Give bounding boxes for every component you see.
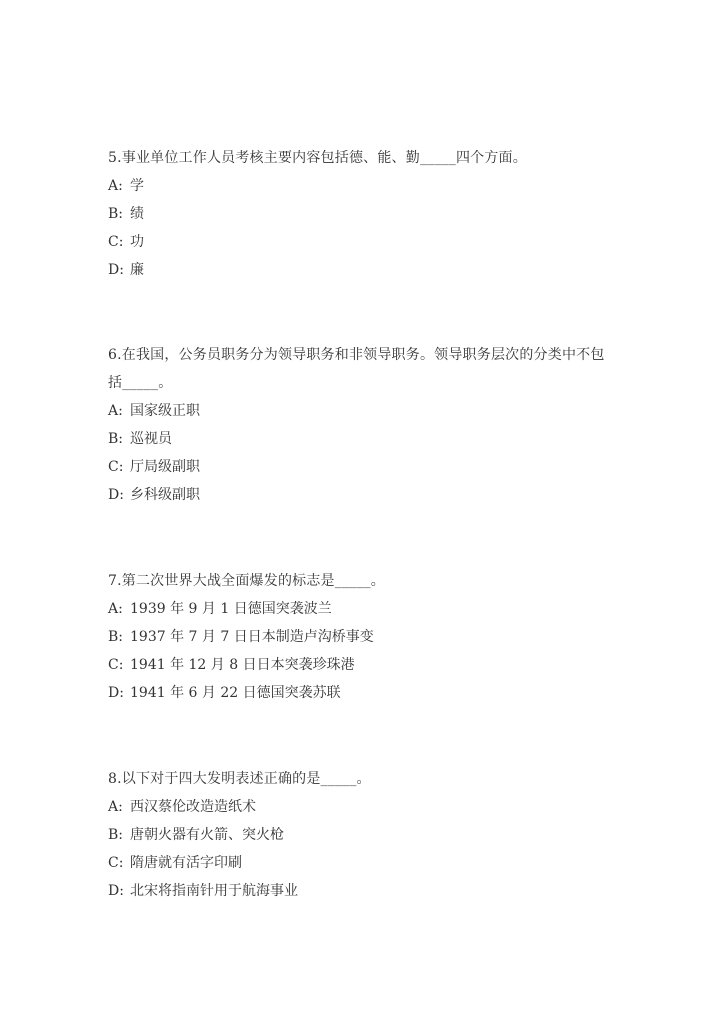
- question-stem: 5.事业单位工作人员考核主要内容包括德、能、勤_____四个方面。: [108, 150, 527, 166]
- option-d: [108, 679, 618, 707]
- option-text: 1941 年 6 月 22 日德国突袭苏联: [130, 685, 341, 701]
- question-stem: 7.第二次世界大战全面爆发的标志是_____。: [108, 573, 385, 589]
- option-letter: D:: [108, 685, 124, 701]
- option-letter: A:: [108, 403, 123, 419]
- option-c: [108, 651, 618, 679]
- option-a: [108, 172, 618, 200]
- option-letter: A:: [108, 601, 123, 617]
- option-text: 1941 年 12 月 8 日日本突袭珍珠港: [130, 657, 355, 673]
- question-8: [108, 765, 618, 905]
- option-letter: D:: [108, 262, 124, 278]
- option-d: [108, 481, 618, 509]
- question-5: [108, 144, 618, 284]
- option-text: 廉: [130, 262, 144, 278]
- question-stem: 8.以下对于四大发明表述正确的是_____。: [108, 771, 371, 787]
- option-letter: B:: [108, 206, 124, 222]
- option-letter: B:: [108, 827, 124, 843]
- option-b: [108, 821, 618, 849]
- option-letter: C:: [108, 459, 124, 475]
- option-letter: B:: [108, 431, 124, 447]
- question-stem: 6.在我国，公务员职务分为领导职务和非领导职务。领导职务层次的分类中不包括_____。: [108, 347, 605, 391]
- option-b: [108, 425, 618, 453]
- option-text: 绩: [130, 206, 144, 222]
- question-7: [108, 567, 618, 707]
- option-letter: C:: [108, 657, 124, 673]
- option-text: 隋唐就有活字印刷: [130, 855, 242, 871]
- option-letter: C:: [108, 234, 124, 250]
- option-text: 唐朝火器有火箭、突火枪: [130, 827, 284, 843]
- option-letter: D:: [108, 487, 124, 503]
- option-text: 功: [130, 234, 144, 250]
- option-d: [108, 877, 618, 905]
- option-c: [108, 849, 618, 877]
- option-text: 西汉蔡伦改造造纸术: [130, 799, 256, 815]
- option-c: [108, 228, 618, 256]
- option-letter: D:: [108, 883, 124, 899]
- option-letter: A:: [108, 799, 123, 815]
- option-letter: B:: [108, 629, 124, 645]
- option-text: 1937 年 7 月 7 日日本制造卢沟桥事变: [130, 629, 374, 645]
- question-6: [108, 341, 618, 509]
- option-c: [108, 453, 618, 481]
- option-a: [108, 793, 618, 821]
- option-text: 学: [130, 178, 144, 194]
- option-b: [108, 623, 618, 651]
- option-text: 1939 年 9 月 1 日德国突袭波兰: [130, 601, 332, 617]
- option-text: 厅局级副职: [130, 459, 200, 475]
- option-letter: C:: [108, 855, 124, 871]
- option-letter: A:: [108, 178, 123, 194]
- option-a: [108, 595, 618, 623]
- option-text: 国家级正职: [130, 403, 200, 419]
- option-d: [108, 256, 618, 284]
- option-text: 北宋将指南针用于航海事业: [130, 883, 298, 899]
- option-b: [108, 200, 618, 228]
- option-text: 乡科级副职: [130, 487, 200, 503]
- option-text: 巡视员: [130, 431, 172, 447]
- option-a: [108, 397, 618, 425]
